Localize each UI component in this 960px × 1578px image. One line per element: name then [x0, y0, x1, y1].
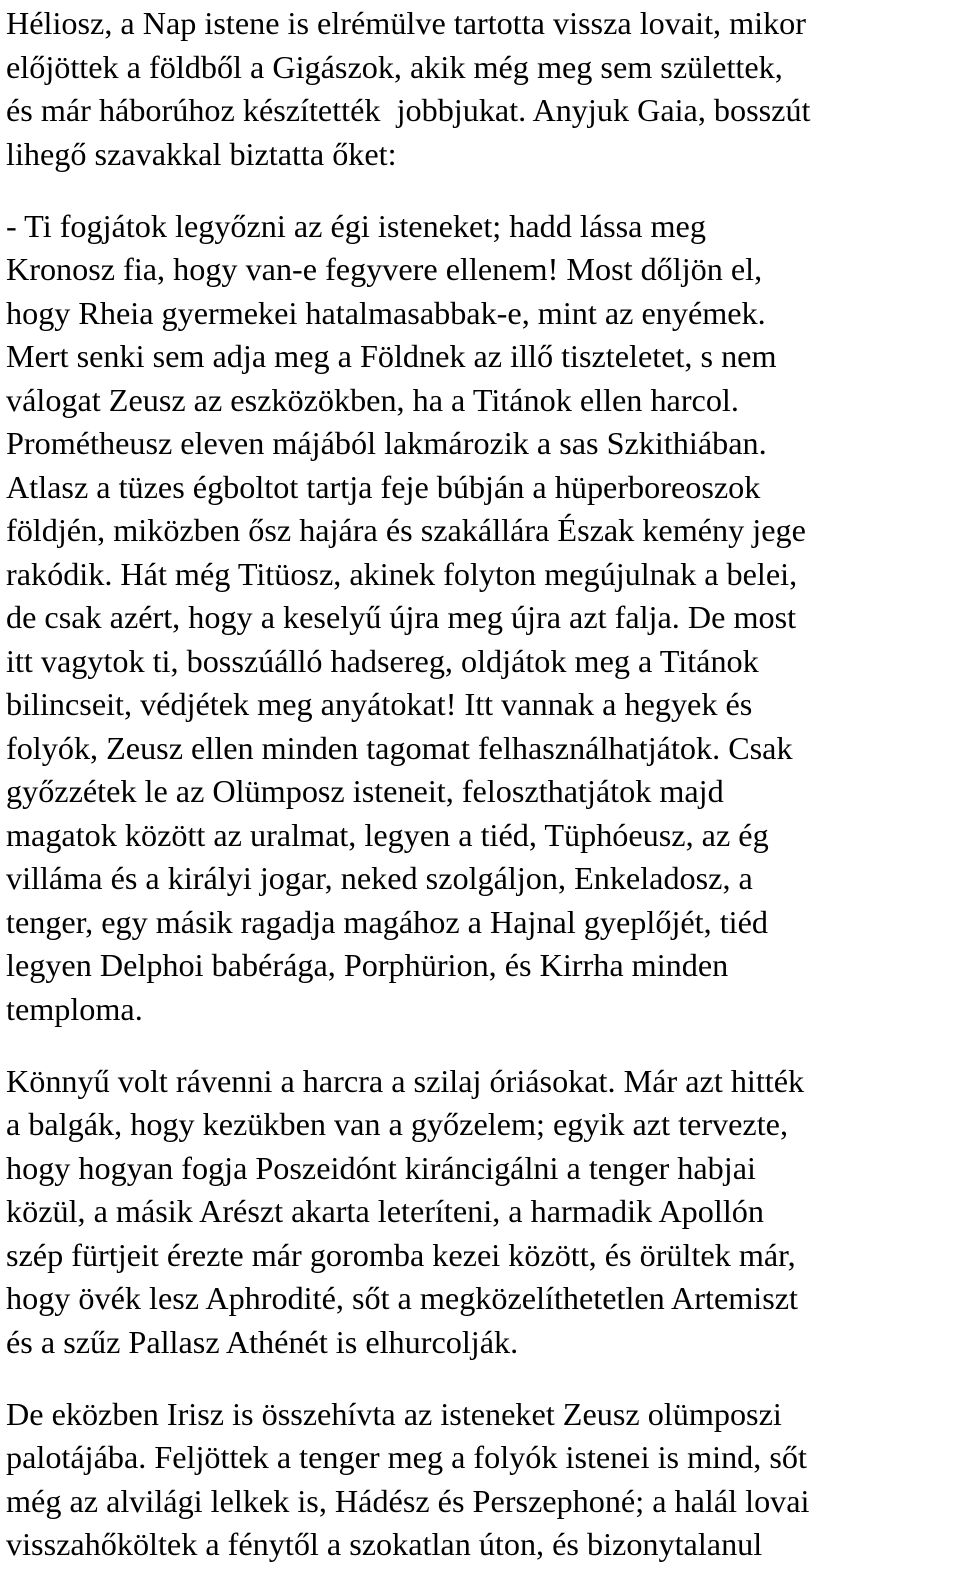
text-line: lihegő szavakkal biztatta őket: [6, 135, 397, 172]
text-line: temploma. [6, 990, 143, 1027]
text-line: még az alvilági lelkek is, Hádész és Perszephoné; a halál lovai [6, 1482, 810, 1519]
text-line: győzzétek le az Olümposz isteneit, feloszthatjátok majd [6, 773, 724, 809]
text-line: de csak azért, hogy a keselyű újra meg újra azt falja. De most [6, 599, 797, 635]
text-line: Prométheusz eleven májából lakmározik a sas Szkithiában. [6, 425, 767, 461]
text-line: Könnyű volt rávenni a harcra a szilaj óriásokat. Már azt hitték [6, 1062, 805, 1099]
text-line: hogy övék lesz Aphrodité, sőt a megközelíthetetlen Artemiszt [6, 1280, 798, 1316]
text-line: és a szűz Pallasz Athénét is elhurcolják. [6, 1323, 519, 1360]
text-line: a balgák, hogy kezükben van a győzelem; egyik azt tervezte, [6, 1106, 788, 1142]
paragraph-3 [6, 1060, 956, 1365]
text-line: válogat Zeusz az eszközökben, ha a Titánok ellen harcol. [6, 381, 739, 418]
paragraph-4 [6, 1393, 956, 1567]
text-line: közül, a másik Arészt akarta leteríteni, a harmadik Apollón [6, 1193, 764, 1229]
text-line: De eközben Irisz is összehívta az isteneket Zeusz olümposzi [6, 1395, 782, 1432]
text-line: folyók, Zeusz ellen minden tagomat felhasználhatjátok. Csak [6, 729, 793, 766]
text-line: Héliosz, a Nap istene is elrémülve tartotta vissza lovait, mikor [6, 5, 806, 41]
text-line: legyen Delphoi babérága, Porphürion, és Kirrha minden [6, 947, 729, 983]
text-line: hogy Rheia gyermekei hatalmasabbak-e, mint az enyémek. [6, 294, 766, 331]
text-line: - Ti fogjátok legyőzni az égi isteneket; hadd lássa meg [6, 207, 706, 244]
text-line: Kronosz fia, hogy van-e fegyvere ellenem! Most dőljön el, [6, 251, 763, 287]
text-line: itt vagytok ti, bosszúálló hadsereg, oldjátok meg a Titánok [6, 642, 759, 679]
text-line: és már háborúhoz készítették jobbjukat. Anyjuk Gaia, bosszút [6, 92, 811, 128]
paragraph-2 [6, 205, 956, 1032]
text-line: Mert senki sem adja meg a Földnek az illő tiszteletet, s nem [6, 338, 777, 374]
paragraph-gap [6, 1364, 956, 1393]
text-line: földjén, miközben ősz hajára és szakállára Észak kemény jege [6, 512, 806, 548]
text-line: bilincseit, védjétek meg anyátokat! Itt vannak a hegyek és [6, 686, 753, 722]
text-line: rakódik. Hát még Titüosz, akinek folyton megújulnak a belei, [6, 555, 798, 592]
paragraph-1 [6, 2, 956, 176]
paragraph-gap [6, 1031, 956, 1060]
text-line: hogy hogyan fogja Poszeidónt kiráncigálni a tenger habjai [6, 1149, 756, 1186]
text-line: szép fürtjeit érezte már goromba kezei között, és örültek már, [6, 1236, 796, 1273]
text-line: villáma és a királyi jogar, neked szolgáljon, Enkeladosz, a [6, 860, 753, 896]
text-line: magatok között az uralmat, legyen a tiéd, Tüphóeusz, az ég [6, 816, 769, 853]
document-page [6, 2, 956, 1567]
text-line: tenger, egy másik ragadja magához a Hajnal gyeplőjét, tiéd [6, 903, 768, 940]
text-line: visszahőköltek a fénytől a szokatlan úton, és bizonytalanul [6, 1526, 763, 1562]
text-line: Atlasz a tüzes égboltot tartja feje búbján a hüperboreoszok [6, 468, 761, 505]
text-line: palotájába. Feljöttek a tenger meg a folyók istenei is mind, sőt [6, 1439, 807, 1475]
text-line: előjöttek a földből a Gigászok, akik még meg sem születtek, [6, 48, 783, 85]
paragraph-gap [6, 176, 956, 205]
